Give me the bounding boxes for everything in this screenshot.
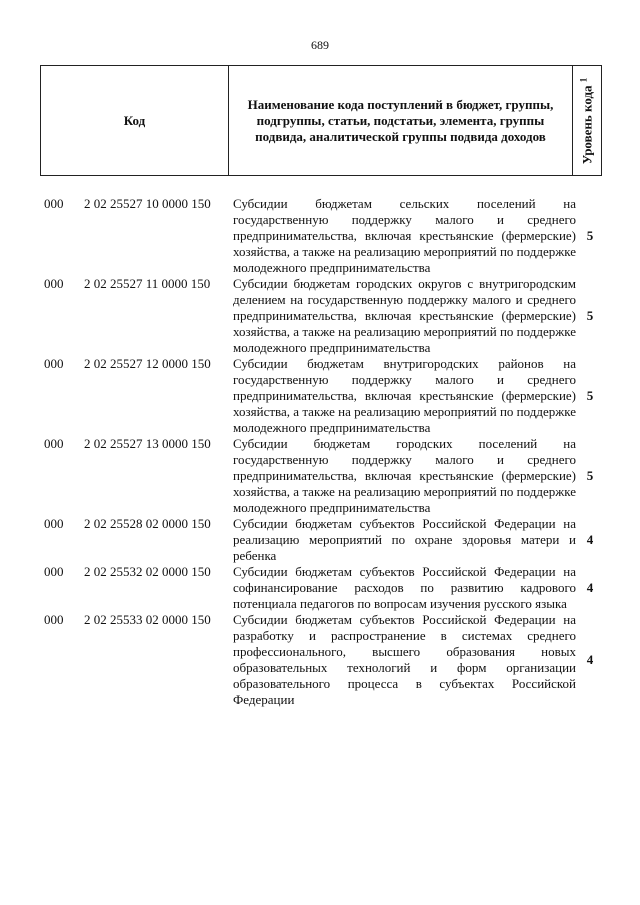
table-row — [44, 612, 604, 708]
page-number: 689 — [311, 38, 329, 52]
row-prefix: 000 — [44, 612, 64, 627]
table-row — [44, 436, 604, 516]
row-description: Субсидии бюджетам субъектов Российской Федерации на разработку и распространение в системах среднего профессионального, высшего образования новых образовательных технологий и форм организации образовательного процесса в субъектах Российской Федерации — [233, 612, 576, 707]
row-description: Субсидии бюджетам субъектов Российской Федерации на реализацию мероприятий по охране здоровья матери и ребенка — [233, 516, 576, 563]
row-description: Субсидии бюджетам городских поселений на государственную поддержку малого и среднего предпринимательства, включая крестьянские (фермерские) хозяйства, а также на реализацию мероприятий по поддержке молодежного предпринимательства — [233, 436, 576, 515]
row-level: 5 — [586, 308, 594, 323]
row-prefix: 000 — [44, 516, 64, 531]
row-level: 4 — [586, 580, 594, 595]
table-row — [44, 276, 604, 356]
row-prefix: 000 — [44, 356, 64, 371]
row-code: 2 02 25528 02 0000 150 — [84, 516, 211, 531]
row-code: 2 02 25532 02 0000 150 — [84, 564, 211, 579]
row-prefix: 000 — [44, 276, 64, 291]
row-code: 2 02 25527 12 0000 150 — [84, 356, 211, 371]
row-level: 5 — [586, 468, 594, 483]
row-description: Субсидии бюджетам городских округов с внутригородским делением на государственную поддержку малого и среднего предпринимательства, включая крестьянские (фермерские) хозяйства, а также на реализацию мероприятий по поддержке молодежного предпринимательства — [233, 276, 576, 355]
table-row — [44, 356, 604, 436]
table-body — [44, 196, 604, 708]
header-level — [578, 77, 595, 164]
table-row — [44, 516, 604, 564]
row-level: 5 — [586, 228, 594, 243]
row-description: Субсидии бюджетам субъектов Российской Федерации на софинансирование расходов по развитию кадрового потенциала педагогов по вопросам изучения русского языка — [233, 564, 576, 611]
row-code: 2 02 25527 13 0000 150 — [84, 436, 211, 451]
row-code: 2 02 25527 10 0000 150 — [84, 196, 211, 211]
table-header — [40, 65, 602, 176]
header-name: Наименование кода поступлений в бюджет, группы, подгруппы, статьи, подстатьи, элемента, группы подвида, аналитической группы подвида доходов — [229, 66, 573, 175]
table-row — [44, 564, 604, 612]
row-description: Субсидии бюджетам внутригородских районов на государственную поддержку малого и среднего предпринимательства, включая крестьянские (фермерские) хозяйства, а также на реализацию мероприятий по поддержке молодежного предпринимательства — [233, 356, 576, 435]
header-code: Код — [41, 66, 229, 175]
row-prefix: 000 — [44, 436, 64, 451]
row-code: 2 02 25527 11 0000 150 — [84, 276, 211, 291]
header-level-cell — [573, 66, 601, 175]
header-level-footnote: 1 — [578, 77, 589, 82]
row-code: 2 02 25533 02 0000 150 — [84, 612, 211, 627]
row-description: Субсидии бюджетам сельских поселений на государственную поддержку малого и среднего предпринимательства, включая крестьянские (фермерские) хозяйства, а также на реализацию мероприятий по поддержке молодежного предпринимательства — [233, 196, 576, 275]
row-level: 5 — [586, 388, 594, 403]
row-level: 4 — [586, 532, 594, 547]
row-prefix: 000 — [44, 196, 64, 211]
row-prefix: 000 — [44, 564, 64, 579]
header-level-label: Уровень кода — [579, 84, 595, 164]
table-row — [44, 196, 604, 276]
row-level: 4 — [586, 652, 594, 667]
